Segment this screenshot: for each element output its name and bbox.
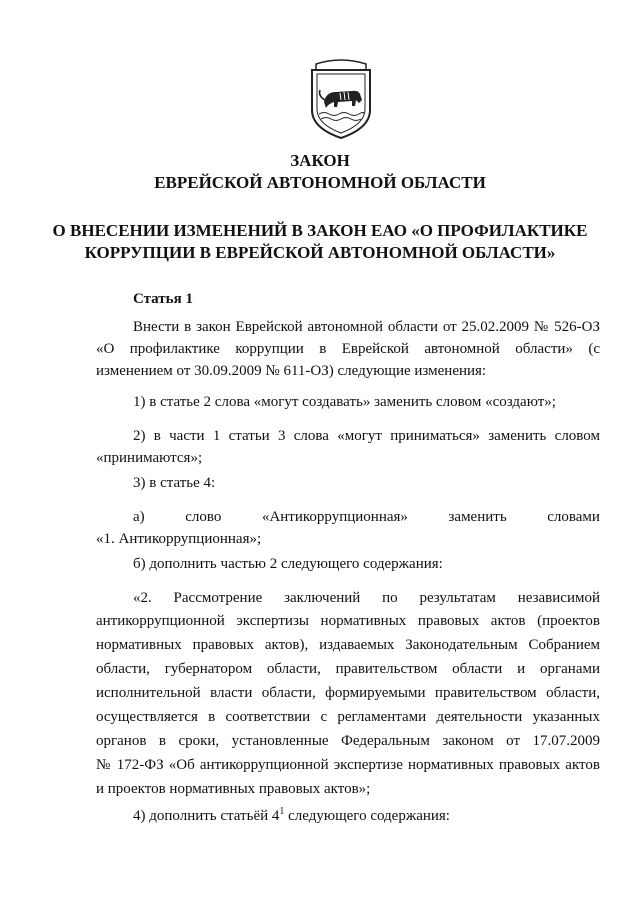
quoted-part-2 — [96, 587, 600, 801]
quote-word: независимой — [517, 590, 600, 606]
quote-line: области, губернатором области, правительством области и органами — [96, 661, 600, 677]
tiger-emblem-icon — [304, 56, 378, 140]
item-4-text: 4) дополнить статьёй 4 — [133, 808, 280, 824]
quote-line: антикоррупционной экспертизы нормативных правовых актов (проектов — [96, 613, 600, 629]
item-4-superscript: 1 — [279, 806, 285, 817]
item-2-line-1: 2) в части 1 статьи 3 слова «могут приниматься» заменить словом — [133, 428, 600, 444]
item-3a-word: а) — [133, 509, 145, 525]
document-title — [0, 150, 640, 194]
region-label: ЕВРЕЙСКОЙ АВТОНОМНОЙ ОБЛАСТИ — [154, 173, 486, 192]
coat-of-arms — [304, 56, 378, 140]
item-2-line-2: «принимаются»; — [96, 450, 203, 466]
document-subject — [0, 220, 640, 264]
item-3a-line-1 — [96, 506, 600, 528]
law-label: ЗАКОН — [290, 151, 350, 170]
intro-line-3: изменением от 30.09.2009 № 611-ОЗ) следующие изменения: — [96, 363, 487, 379]
quote-word: по — [382, 590, 398, 606]
quote-line: исполнительной власти области, формируемыми правительством области, — [96, 685, 600, 701]
quote-line: и проектов нормативных правовых актов»; — [96, 781, 371, 797]
item-3a-word: словами — [547, 509, 600, 525]
quote-line-1 — [96, 587, 600, 609]
intro-line-2: «О профилактике коррупции в Еврейской автономной области» (с — [96, 341, 600, 357]
subject-line-2: КОРРУПЦИИ В ЕВРЕЙСКОЙ АВТОНОМНОЙ ОБЛАСТИ» — [84, 243, 556, 262]
subject-line-1: О ВНЕСЕНИИ ИЗМЕНЕНИЙ В ЗАКОН ЕАО «О ПРОФИЛАКТИКЕ — [52, 221, 588, 240]
intro-line-1: Внести в закон Еврейской автономной области от 25.02.2009 № 526-ОЗ — [133, 319, 600, 335]
article-title: Статья 1 — [133, 291, 193, 307]
item-3: 3) в статье 4: — [133, 475, 216, 491]
quote-word: результатам — [419, 590, 496, 606]
item-3a-word: слово — [185, 509, 222, 525]
quote-word: «2. — [133, 590, 152, 606]
quote-line: органов в сроки, установленные Федеральным законом от 17.07.2009 — [96, 733, 600, 749]
item-4 — [96, 805, 600, 827]
quote-line: нормативных правовых актов), издаваемых Законодательным Собранием — [96, 637, 600, 653]
quote-word: заключений — [284, 590, 361, 606]
item-3a — [96, 506, 600, 550]
item-3b: б) дополнить частью 2 следующего содержания: — [133, 556, 443, 572]
item-3a-line-2: «1. Антикоррупционная»; — [96, 531, 262, 547]
quote-line: осуществляется в соответствии с регламентами деятельности указанных — [96, 709, 600, 725]
quote-line: № 172-ФЗ «Об антикоррупционной экспертизе нормативных правовых актов — [96, 757, 600, 773]
item-3a-word: «Антикоррупционная» — [261, 509, 408, 525]
item-1: 1) в статье 2 слова «могут создавать» заменить словом «создают»; — [133, 394, 556, 410]
intro-paragraph — [96, 316, 600, 382]
item-4-text-end: следующего содержания: — [284, 808, 450, 824]
item-3a-word: заменить — [448, 509, 507, 525]
item-2 — [96, 425, 600, 469]
quote-word: Рассмотрение — [173, 590, 263, 606]
